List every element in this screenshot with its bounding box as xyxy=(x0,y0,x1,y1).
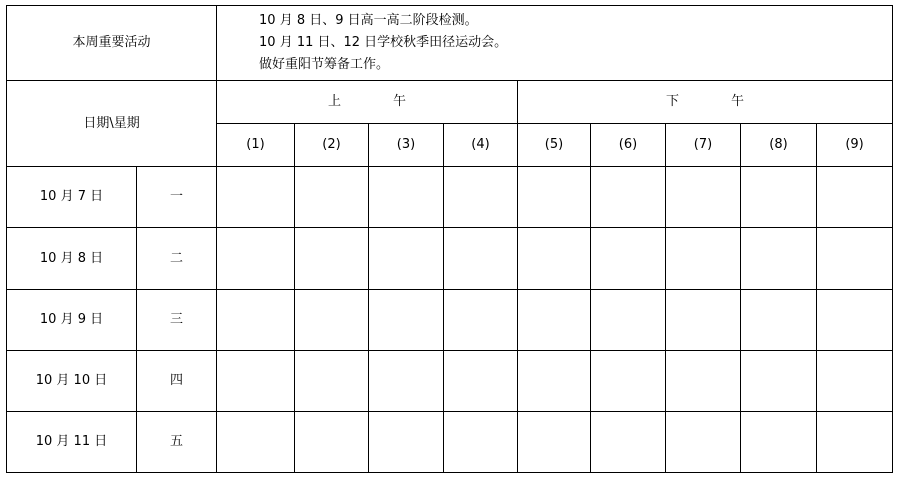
weekly-activities-content xyxy=(217,6,893,81)
activity-item: 10 月 11 日、12 日学校秋季田径运动会。 xyxy=(259,35,508,50)
schedule-cell xyxy=(217,412,295,473)
schedule-cell xyxy=(369,228,444,290)
table-row xyxy=(7,167,893,228)
schedule-cell xyxy=(295,412,369,473)
schedule-cell xyxy=(295,167,369,228)
date-weekday-header: 日期\星期 xyxy=(7,81,217,167)
schedule-cell xyxy=(518,228,591,290)
schedule-cell xyxy=(369,351,444,412)
schedule-cell xyxy=(591,228,666,290)
schedule-cell xyxy=(444,351,518,412)
period-header-2: (2) xyxy=(295,124,369,167)
half-day-header-row xyxy=(7,81,893,124)
schedule-cell xyxy=(666,351,741,412)
date-cell: 10 月 11 日 xyxy=(7,412,137,473)
schedule-cell xyxy=(591,412,666,473)
activity-item: 10 月 8 日、9 日高一高二阶段检测。 xyxy=(259,13,478,28)
schedule-cell xyxy=(217,167,295,228)
afternoon-header-char-2: 午 xyxy=(731,94,745,110)
schedule-cell xyxy=(444,167,518,228)
schedule-cell xyxy=(518,412,591,473)
schedule-cell xyxy=(741,228,817,290)
schedule-cell xyxy=(518,167,591,228)
schedule-cell xyxy=(817,228,893,290)
schedule-cell xyxy=(369,412,444,473)
schedule-cell xyxy=(518,351,591,412)
schedule-cell xyxy=(369,290,444,351)
table-row xyxy=(7,290,893,351)
table-row xyxy=(7,351,893,412)
schedule-cell xyxy=(591,290,666,351)
schedule-cell xyxy=(817,167,893,228)
schedule-cell xyxy=(666,290,741,351)
schedule-cell xyxy=(666,228,741,290)
afternoon-header xyxy=(518,81,893,124)
period-header-9: (9) xyxy=(817,124,893,167)
schedule-cell xyxy=(666,412,741,473)
table-row xyxy=(7,228,893,290)
schedule-cell xyxy=(817,290,893,351)
afternoon-header-char-1: 下 xyxy=(666,94,680,110)
schedule-cell xyxy=(369,167,444,228)
period-header-8: (8) xyxy=(741,124,817,167)
schedule-cell xyxy=(518,290,591,351)
weekly-activities-row xyxy=(7,6,893,81)
weekday-cell: 二 xyxy=(137,228,217,290)
schedule-cell xyxy=(741,167,817,228)
weekday-cell: 三 xyxy=(137,290,217,351)
schedule-cell xyxy=(217,290,295,351)
schedule-cell xyxy=(295,228,369,290)
period-header-7: (7) xyxy=(666,124,741,167)
date-cell: 10 月 7 日 xyxy=(7,167,137,228)
table-row xyxy=(7,412,893,473)
weekly-activities-label: 本周重要活动 xyxy=(7,6,217,81)
schedule-cell xyxy=(741,290,817,351)
schedule-cell xyxy=(817,351,893,412)
schedule-cell xyxy=(741,412,817,473)
schedule-cell xyxy=(444,412,518,473)
period-header-6: (6) xyxy=(591,124,666,167)
weekly-schedule-table xyxy=(6,5,893,473)
weekday-cell: 五 xyxy=(137,412,217,473)
schedule-cell xyxy=(591,167,666,228)
morning-header-char-2: 午 xyxy=(393,94,407,110)
period-header-5: (5) xyxy=(518,124,591,167)
weekday-cell: 一 xyxy=(137,167,217,228)
schedule-cell xyxy=(666,167,741,228)
schedule-cell xyxy=(217,228,295,290)
schedule-cell xyxy=(591,351,666,412)
morning-header xyxy=(217,81,518,124)
schedule-cell xyxy=(295,351,369,412)
morning-header-char-1: 上 xyxy=(328,94,342,110)
schedule-cell xyxy=(444,290,518,351)
activity-item: 做好重阳节筹备工作。 xyxy=(259,57,390,72)
date-cell: 10 月 10 日 xyxy=(7,351,137,412)
weekday-cell: 四 xyxy=(137,351,217,412)
date-cell: 10 月 8 日 xyxy=(7,228,137,290)
schedule-cell xyxy=(217,351,295,412)
schedule-cell xyxy=(741,351,817,412)
schedule-cell xyxy=(295,290,369,351)
period-header-3: (3) xyxy=(369,124,444,167)
period-header-4: (4) xyxy=(444,124,518,167)
date-cell: 10 月 9 日 xyxy=(7,290,137,351)
schedule-cell xyxy=(444,228,518,290)
schedule-cell xyxy=(817,412,893,473)
period-header-1: (1) xyxy=(217,124,295,167)
